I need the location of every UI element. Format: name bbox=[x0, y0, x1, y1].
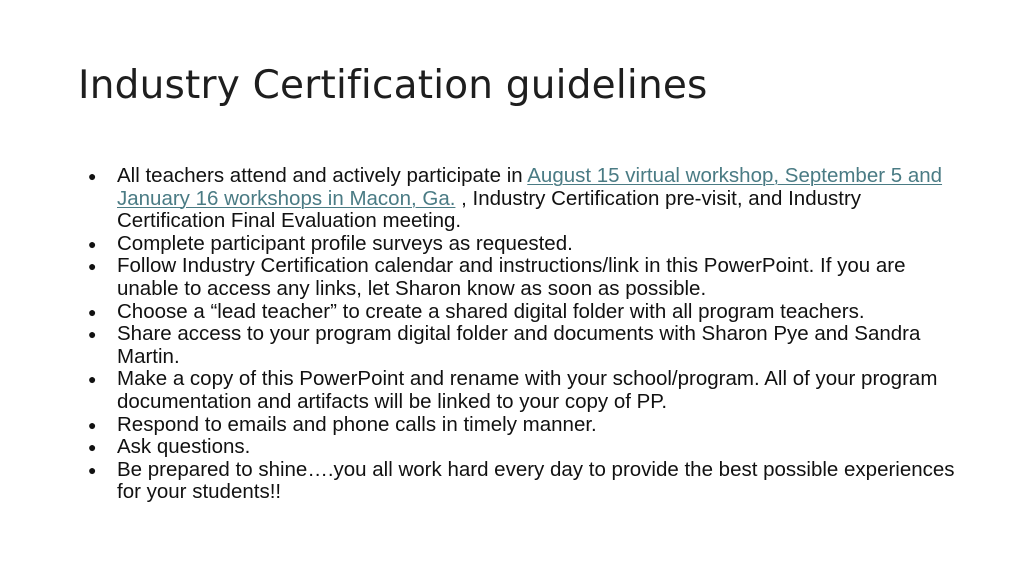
bullet-item bbox=[88, 233, 958, 256]
bullet-item bbox=[88, 165, 958, 233]
bullet-text: Choose a “lead teacher” to create a shared digital folder with all program teachers. bbox=[117, 299, 865, 323]
bullet-item bbox=[88, 301, 958, 324]
workshop-dates-link[interactable]: August 15 virtual workshop, September 5 and January 16 workshops in Macon, Ga. bbox=[117, 164, 943, 210]
bullet-item bbox=[88, 368, 958, 413]
bullet-text: , Industry Certification pre-visit, and Industry Certification Final Evaluation meeting. bbox=[117, 186, 862, 233]
bullet-icon: ● bbox=[88, 235, 97, 252]
bullet-text: Respond to emails and phone calls in timely manner. bbox=[117, 412, 597, 436]
bullet-icon: ● bbox=[88, 439, 97, 456]
bullet-list bbox=[88, 165, 958, 504]
bullet-icon: ● bbox=[88, 326, 97, 343]
bullet-item bbox=[88, 414, 958, 437]
bullet-item bbox=[88, 323, 958, 368]
bullet-text: Share access to your program digital folder and documents with Sharon Pye and Sandra Martin. bbox=[117, 322, 921, 368]
bullet-text: Complete participant profile surveys as requested. bbox=[117, 231, 573, 255]
slide-title: Industry Certification guidelines bbox=[78, 63, 708, 108]
bullet-text: Ask questions. bbox=[117, 435, 251, 459]
bullet-icon: ● bbox=[88, 258, 97, 275]
bullet-icon: ● bbox=[88, 461, 97, 478]
bullet-icon: ● bbox=[88, 371, 97, 388]
bullet-icon: ● bbox=[88, 303, 97, 320]
bullet-text: Make a copy of this PowerPoint and rename with your school/program. All of your program documentation and artifacts will be linked to your copy of PP. bbox=[117, 367, 938, 413]
bullet-item bbox=[88, 459, 958, 504]
bullet-text: Be prepared to shine….you all work hard every day to provide the best possible experiences for your students!! bbox=[117, 457, 955, 504]
bullet-icon: ● bbox=[88, 416, 97, 433]
bullet-text: Follow Industry Certification calendar and instructions/link in this PowerPoint. If you are unable to access any links, let Sharon know as soon as possible. bbox=[117, 254, 906, 300]
bullet-icon: ● bbox=[88, 168, 97, 184]
bullet-text: All teachers attend and actively participate in bbox=[117, 164, 528, 187]
bullet-item bbox=[88, 255, 958, 300]
bullet-item bbox=[88, 436, 958, 459]
